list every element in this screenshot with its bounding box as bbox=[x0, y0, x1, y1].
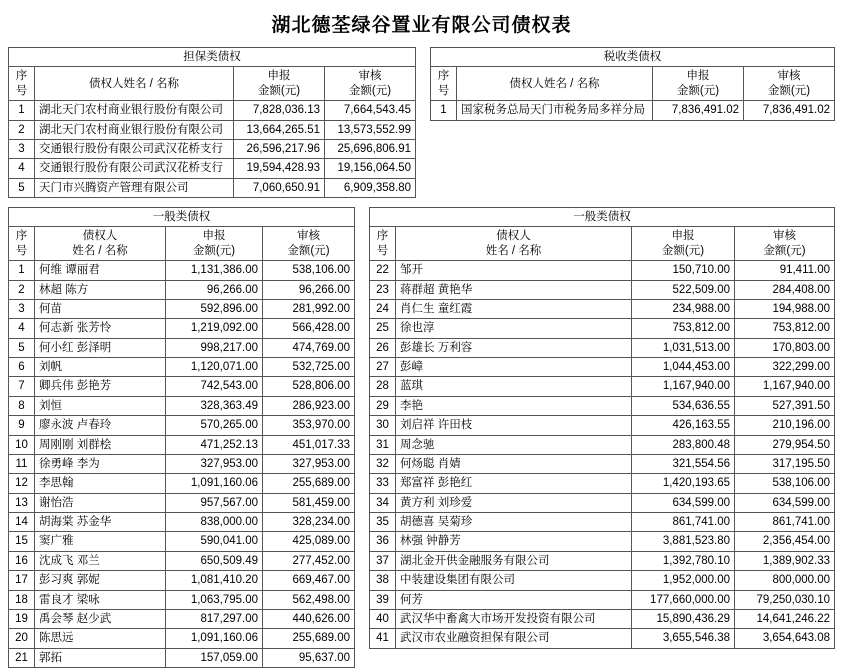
table-row bbox=[9, 338, 355, 357]
table-row bbox=[9, 319, 355, 338]
table-row bbox=[9, 178, 416, 197]
row-declared: 753,812.00 bbox=[632, 319, 735, 338]
table-row bbox=[370, 319, 835, 338]
row-declared: 321,554.56 bbox=[632, 454, 735, 473]
row-creditor: 邹开 bbox=[396, 261, 632, 280]
row-index: 7 bbox=[9, 377, 35, 396]
row-approved: 7,836,491.02 bbox=[744, 101, 835, 120]
general-claims-table-right bbox=[369, 207, 835, 649]
row-index: 21 bbox=[9, 648, 35, 667]
row-creditor: 廖永波 卢春玲 bbox=[35, 416, 166, 435]
row-declared: 1,167,940.00 bbox=[632, 377, 735, 396]
row-approved: 538,106.00 bbox=[263, 261, 355, 280]
table-row bbox=[370, 416, 835, 435]
row-creditor: 雷良才 梁咏 bbox=[35, 590, 166, 609]
row-index: 37 bbox=[370, 551, 396, 570]
row-index: 1 bbox=[9, 261, 35, 280]
row-index: 38 bbox=[370, 571, 396, 590]
row-declared: 522,509.00 bbox=[632, 280, 735, 299]
row-creditor: 交通银行股份有限公司武汉花桥支行 bbox=[35, 159, 234, 178]
column-header-index: 序 号 bbox=[9, 227, 35, 261]
row-declared: 1,091,160.06 bbox=[166, 474, 263, 493]
row-index: 18 bbox=[9, 590, 35, 609]
row-approved: 277,452.00 bbox=[263, 551, 355, 570]
row-index: 14 bbox=[9, 513, 35, 532]
table-row bbox=[370, 358, 835, 377]
row-approved: 1,167,940.00 bbox=[735, 377, 835, 396]
row-creditor: 沈成飞 邓兰 bbox=[35, 551, 166, 570]
row-declared: 327,953.00 bbox=[166, 454, 263, 473]
row-declared: 234,988.00 bbox=[632, 299, 735, 318]
table-row bbox=[9, 590, 355, 609]
row-creditor: 禹会琴 赵少武 bbox=[35, 609, 166, 628]
row-index: 27 bbox=[370, 358, 396, 377]
row-declared: 742,543.00 bbox=[166, 377, 263, 396]
row-approved: 7,664,543.45 bbox=[325, 101, 416, 120]
row-creditor: 湖北天门农村商业银行股份有限公司 bbox=[35, 120, 234, 139]
row-index: 17 bbox=[9, 571, 35, 590]
row-declared: 471,252.13 bbox=[166, 435, 263, 454]
tax-claims-block bbox=[430, 47, 835, 121]
column-header-creditor: 债权人 姓名 / 名称 bbox=[35, 227, 166, 261]
row-creditor: 郑富祥 彭艳红 bbox=[396, 474, 632, 493]
row-approved: 562,498.00 bbox=[263, 590, 355, 609]
row-creditor: 何苗 bbox=[35, 299, 166, 318]
table-row bbox=[370, 338, 835, 357]
table-row bbox=[9, 139, 416, 158]
general-claims-row bbox=[8, 207, 835, 668]
row-creditor: 何小红 彭泽明 bbox=[35, 338, 166, 357]
guarantee-claims-table bbox=[8, 47, 416, 198]
row-approved: 6,909,358.80 bbox=[325, 178, 416, 197]
row-creditor: 中装建设集团有限公司 bbox=[396, 571, 632, 590]
row-creditor: 郭拓 bbox=[35, 648, 166, 667]
row-declared: 838,000.00 bbox=[166, 513, 263, 532]
row-creditor: 周刚刚 刘群桧 bbox=[35, 435, 166, 454]
row-approved: 194,988.00 bbox=[735, 299, 835, 318]
row-creditor: 湖北天门农村商业银行股份有限公司 bbox=[35, 101, 234, 120]
row-declared: 3,655,546.38 bbox=[632, 629, 735, 648]
table-row bbox=[370, 474, 835, 493]
row-declared: 1,063,795.00 bbox=[166, 590, 263, 609]
row-creditor: 何炀聪 肖婧 bbox=[396, 454, 632, 473]
table-section-heading bbox=[431, 48, 835, 67]
row-creditor: 周念驰 bbox=[396, 435, 632, 454]
row-declared: 957,567.00 bbox=[166, 493, 263, 512]
row-creditor: 何芳 bbox=[396, 590, 632, 609]
row-approved: 317,195.50 bbox=[735, 454, 835, 473]
table-row bbox=[9, 358, 355, 377]
column-header-index: 序 号 bbox=[370, 227, 396, 261]
row-index: 32 bbox=[370, 454, 396, 473]
row-creditor: 彭嶂 bbox=[396, 358, 632, 377]
row-creditor: 肖仁生 童红霞 bbox=[396, 299, 632, 318]
table-row bbox=[9, 435, 355, 454]
row-index: 23 bbox=[370, 280, 396, 299]
row-declared: 998,217.00 bbox=[166, 338, 263, 357]
table-row bbox=[9, 454, 355, 473]
row-index: 28 bbox=[370, 377, 396, 396]
row-index: 6 bbox=[9, 358, 35, 377]
row-index: 2 bbox=[9, 120, 35, 139]
row-approved: 255,689.00 bbox=[263, 629, 355, 648]
row-creditor: 谢怡浩 bbox=[35, 493, 166, 512]
row-index: 39 bbox=[370, 590, 396, 609]
row-declared: 590,041.00 bbox=[166, 532, 263, 551]
row-approved: 95,637.00 bbox=[263, 648, 355, 667]
tax-claims-table bbox=[430, 47, 835, 121]
row-approved: 284,408.00 bbox=[735, 280, 835, 299]
row-index: 26 bbox=[370, 338, 396, 357]
row-creditor: 卿兵伟 彭艳芳 bbox=[35, 377, 166, 396]
guarantee-claims-block bbox=[8, 47, 416, 198]
row-declared: 177,660,000.00 bbox=[632, 590, 735, 609]
row-declared: 861,741.00 bbox=[632, 513, 735, 532]
tax-heading: 税收类债权 bbox=[431, 48, 835, 67]
column-header-declared: 申报 金额(元) bbox=[653, 67, 744, 101]
row-declared: 426,163.55 bbox=[632, 416, 735, 435]
row-approved: 753,812.00 bbox=[735, 319, 835, 338]
table-row bbox=[370, 377, 835, 396]
general-heading-left: 一般类债权 bbox=[9, 208, 355, 227]
row-approved: 25,696,806.91 bbox=[325, 139, 416, 158]
row-index: 19 bbox=[9, 609, 35, 628]
column-header-index: 序 号 bbox=[9, 67, 35, 101]
row-approved: 19,156,064.50 bbox=[325, 159, 416, 178]
row-approved: 210,196.00 bbox=[735, 416, 835, 435]
general-claims-table-left bbox=[8, 207, 355, 668]
row-index: 12 bbox=[9, 474, 35, 493]
row-declared: 26,596,217.96 bbox=[234, 139, 325, 158]
table-row bbox=[370, 280, 835, 299]
table-row bbox=[370, 590, 835, 609]
row-approved: 328,234.00 bbox=[263, 513, 355, 532]
row-creditor: 湖北金开供金融服务有限公司 bbox=[396, 551, 632, 570]
row-index: 30 bbox=[370, 416, 396, 435]
row-index: 25 bbox=[370, 319, 396, 338]
row-approved: 634,599.00 bbox=[735, 493, 835, 512]
row-declared: 1,392,780.10 bbox=[632, 551, 735, 570]
row-creditor: 胡海棠 苏金华 bbox=[35, 513, 166, 532]
row-approved: 13,573,552.99 bbox=[325, 120, 416, 139]
row-approved: 353,970.00 bbox=[263, 416, 355, 435]
row-approved: 528,806.00 bbox=[263, 377, 355, 396]
row-creditor: 窦广雅 bbox=[35, 532, 166, 551]
row-creditor: 国家税务总局天门市税务局多祥分局 bbox=[457, 101, 653, 120]
row-declared: 592,896.00 bbox=[166, 299, 263, 318]
row-index: 31 bbox=[370, 435, 396, 454]
table-row bbox=[9, 513, 355, 532]
table-row bbox=[370, 261, 835, 280]
row-approved: 669,467.00 bbox=[263, 571, 355, 590]
table-row bbox=[9, 551, 355, 570]
row-creditor: 林超 陈方 bbox=[35, 280, 166, 299]
table-row bbox=[9, 416, 355, 435]
table-row bbox=[9, 532, 355, 551]
table-row bbox=[9, 120, 416, 139]
row-approved: 14,641,246.22 bbox=[735, 609, 835, 628]
column-header-approved: 审核 金额(元) bbox=[263, 227, 355, 261]
row-declared: 1,952,000.00 bbox=[632, 571, 735, 590]
row-approved: 327,953.00 bbox=[263, 454, 355, 473]
row-approved: 322,299.00 bbox=[735, 358, 835, 377]
table-row bbox=[9, 609, 355, 628]
row-declared: 328,363.49 bbox=[166, 396, 263, 415]
row-index: 5 bbox=[9, 338, 35, 357]
column-header-creditor: 债权人姓名 / 名称 bbox=[35, 67, 234, 101]
row-approved: 96,266.00 bbox=[263, 280, 355, 299]
row-index: 2 bbox=[9, 280, 35, 299]
row-index: 3 bbox=[9, 299, 35, 318]
row-creditor: 陈思远 bbox=[35, 629, 166, 648]
row-index: 36 bbox=[370, 532, 396, 551]
table-row bbox=[9, 474, 355, 493]
row-index: 1 bbox=[431, 101, 457, 120]
row-creditor: 蓝琪 bbox=[396, 377, 632, 396]
row-index: 40 bbox=[370, 609, 396, 628]
row-declared: 157,059.00 bbox=[166, 648, 263, 667]
row-approved: 532,725.00 bbox=[263, 358, 355, 377]
column-header-index: 序 号 bbox=[431, 67, 457, 101]
row-approved: 861,741.00 bbox=[735, 513, 835, 532]
row-approved: 3,654,643.08 bbox=[735, 629, 835, 648]
row-approved: 440,626.00 bbox=[263, 609, 355, 628]
row-creditor: 刘恒 bbox=[35, 396, 166, 415]
row-declared: 7,828,036.13 bbox=[234, 101, 325, 120]
table-row bbox=[370, 629, 835, 648]
row-declared: 817,297.00 bbox=[166, 609, 263, 628]
row-index: 8 bbox=[9, 396, 35, 415]
row-creditor: 天门市兴腾资产管理有限公司 bbox=[35, 178, 234, 197]
table-header-row bbox=[431, 67, 835, 101]
table-row bbox=[9, 396, 355, 415]
table-row bbox=[370, 513, 835, 532]
row-approved: 425,089.00 bbox=[263, 532, 355, 551]
row-creditor: 林强 钟静芳 bbox=[396, 532, 632, 551]
row-index: 5 bbox=[9, 178, 35, 197]
guarantee-heading: 担保类债权 bbox=[9, 48, 416, 67]
row-index: 41 bbox=[370, 629, 396, 648]
row-creditor: 徐也淳 bbox=[396, 319, 632, 338]
table-section-heading bbox=[370, 208, 835, 227]
row-declared: 534,636.55 bbox=[632, 396, 735, 415]
row-creditor: 胡德喜 吴菊珍 bbox=[396, 513, 632, 532]
table-row bbox=[9, 629, 355, 648]
row-creditor: 何志新 张芳怜 bbox=[35, 319, 166, 338]
row-approved: 281,992.00 bbox=[263, 299, 355, 318]
table-row bbox=[9, 299, 355, 318]
row-declared: 96,266.00 bbox=[166, 280, 263, 299]
row-index: 3 bbox=[9, 139, 35, 158]
row-creditor: 李艳 bbox=[396, 396, 632, 415]
row-creditor: 武汉市农业融资担保有限公司 bbox=[396, 629, 632, 648]
column-header-approved: 审核 金额(元) bbox=[744, 67, 835, 101]
column-header-approved: 审核 金额(元) bbox=[735, 227, 835, 261]
table-header-row bbox=[9, 67, 416, 101]
row-index: 4 bbox=[9, 319, 35, 338]
column-header-declared: 申报 金额(元) bbox=[234, 67, 325, 101]
table-row bbox=[9, 261, 355, 280]
row-declared: 7,836,491.02 bbox=[653, 101, 744, 120]
row-declared: 1,131,386.00 bbox=[166, 261, 263, 280]
row-declared: 1,081,410.20 bbox=[166, 571, 263, 590]
row-index: 16 bbox=[9, 551, 35, 570]
row-creditor: 李思翰 bbox=[35, 474, 166, 493]
row-index: 13 bbox=[9, 493, 35, 512]
row-approved: 255,689.00 bbox=[263, 474, 355, 493]
table-row bbox=[9, 493, 355, 512]
row-creditor: 刘帆 bbox=[35, 358, 166, 377]
table-header-row bbox=[370, 227, 835, 261]
row-approved: 538,106.00 bbox=[735, 474, 835, 493]
table-section-heading bbox=[9, 48, 416, 67]
row-approved: 581,459.00 bbox=[263, 493, 355, 512]
row-declared: 1,120,071.00 bbox=[166, 358, 263, 377]
row-declared: 1,031,513.00 bbox=[632, 338, 735, 357]
table-row bbox=[9, 101, 416, 120]
row-creditor: 彭雄长 万利容 bbox=[396, 338, 632, 357]
table-header-row bbox=[9, 227, 355, 261]
row-creditor: 交通银行股份有限公司武汉花桥支行 bbox=[35, 139, 234, 158]
column-header-creditor: 债权人姓名 / 名称 bbox=[457, 67, 653, 101]
row-creditor: 彭习爽 郭妮 bbox=[35, 571, 166, 590]
row-creditor: 刘启祥 许田枝 bbox=[396, 416, 632, 435]
column-header-declared: 申报 金额(元) bbox=[632, 227, 735, 261]
row-index: 1 bbox=[9, 101, 35, 120]
page-title: 湖北德荃绿谷置业有限公司债权表 bbox=[271, 15, 572, 36]
row-index: 15 bbox=[9, 532, 35, 551]
row-declared: 13,664,265.51 bbox=[234, 120, 325, 139]
row-approved: 1,389,902.33 bbox=[735, 551, 835, 570]
row-declared: 150,710.00 bbox=[632, 261, 735, 280]
table-row bbox=[370, 609, 835, 628]
table-row bbox=[370, 532, 835, 551]
table-row bbox=[370, 493, 835, 512]
row-declared: 283,800.48 bbox=[632, 435, 735, 454]
row-declared: 7,060,650.91 bbox=[234, 178, 325, 197]
general-heading-right: 一般类债权 bbox=[370, 208, 835, 227]
table-row bbox=[370, 299, 835, 318]
row-creditor: 徐勇峰 李为 bbox=[35, 454, 166, 473]
general-claims-left-block bbox=[8, 207, 355, 668]
row-approved: 2,356,454.00 bbox=[735, 532, 835, 551]
table-row bbox=[370, 454, 835, 473]
row-index: 24 bbox=[370, 299, 396, 318]
table-row bbox=[431, 101, 835, 120]
table-row bbox=[370, 551, 835, 570]
row-approved: 79,250,030.10 bbox=[735, 590, 835, 609]
table-row bbox=[9, 571, 355, 590]
table-row bbox=[9, 377, 355, 396]
row-declared: 15,890,436.29 bbox=[632, 609, 735, 628]
table-row bbox=[370, 435, 835, 454]
row-approved: 566,428.00 bbox=[263, 319, 355, 338]
row-declared: 634,599.00 bbox=[632, 493, 735, 512]
row-index: 9 bbox=[9, 416, 35, 435]
row-creditor: 黄方利 刘珍爱 bbox=[396, 493, 632, 512]
top-tables-row bbox=[8, 47, 835, 198]
row-index: 11 bbox=[9, 454, 35, 473]
table-row bbox=[9, 159, 416, 178]
row-declared: 1,420,193.65 bbox=[632, 474, 735, 493]
row-index: 20 bbox=[9, 629, 35, 648]
row-declared: 570,265.00 bbox=[166, 416, 263, 435]
table-row bbox=[370, 396, 835, 415]
row-declared: 1,044,453.00 bbox=[632, 358, 735, 377]
row-declared: 3,881,523.80 bbox=[632, 532, 735, 551]
table-row bbox=[9, 648, 355, 667]
row-declared: 19,594,428.93 bbox=[234, 159, 325, 178]
row-approved: 286,923.00 bbox=[263, 396, 355, 415]
row-index: 4 bbox=[9, 159, 35, 178]
row-index: 34 bbox=[370, 493, 396, 512]
table-row bbox=[370, 571, 835, 590]
column-header-creditor: 债权人 姓名 / 名称 bbox=[396, 227, 632, 261]
row-declared: 1,219,092.00 bbox=[166, 319, 263, 338]
row-index: 33 bbox=[370, 474, 396, 493]
row-approved: 527,391.50 bbox=[735, 396, 835, 415]
row-index: 22 bbox=[370, 261, 396, 280]
row-approved: 170,803.00 bbox=[735, 338, 835, 357]
row-creditor: 武汉华中畜禽大市场开发投资有限公司 bbox=[396, 609, 632, 628]
row-index: 10 bbox=[9, 435, 35, 454]
column-header-declared: 申报 金额(元) bbox=[166, 227, 263, 261]
row-declared: 1,091,160.06 bbox=[166, 629, 263, 648]
row-index: 29 bbox=[370, 396, 396, 415]
table-section-heading bbox=[9, 208, 355, 227]
row-creditor: 蒋群超 黄艳华 bbox=[396, 280, 632, 299]
row-creditor: 何维 谭丽君 bbox=[35, 261, 166, 280]
row-approved: 279,954.50 bbox=[735, 435, 835, 454]
row-approved: 800,000.00 bbox=[735, 571, 835, 590]
row-approved: 474,769.00 bbox=[263, 338, 355, 357]
row-index: 35 bbox=[370, 513, 396, 532]
row-declared: 650,509.49 bbox=[166, 551, 263, 570]
column-header-approved: 审核 金额(元) bbox=[325, 67, 416, 101]
row-approved: 91,411.00 bbox=[735, 261, 835, 280]
general-claims-right-block bbox=[369, 207, 835, 649]
row-approved: 451,017.33 bbox=[263, 435, 355, 454]
table-row bbox=[9, 280, 355, 299]
